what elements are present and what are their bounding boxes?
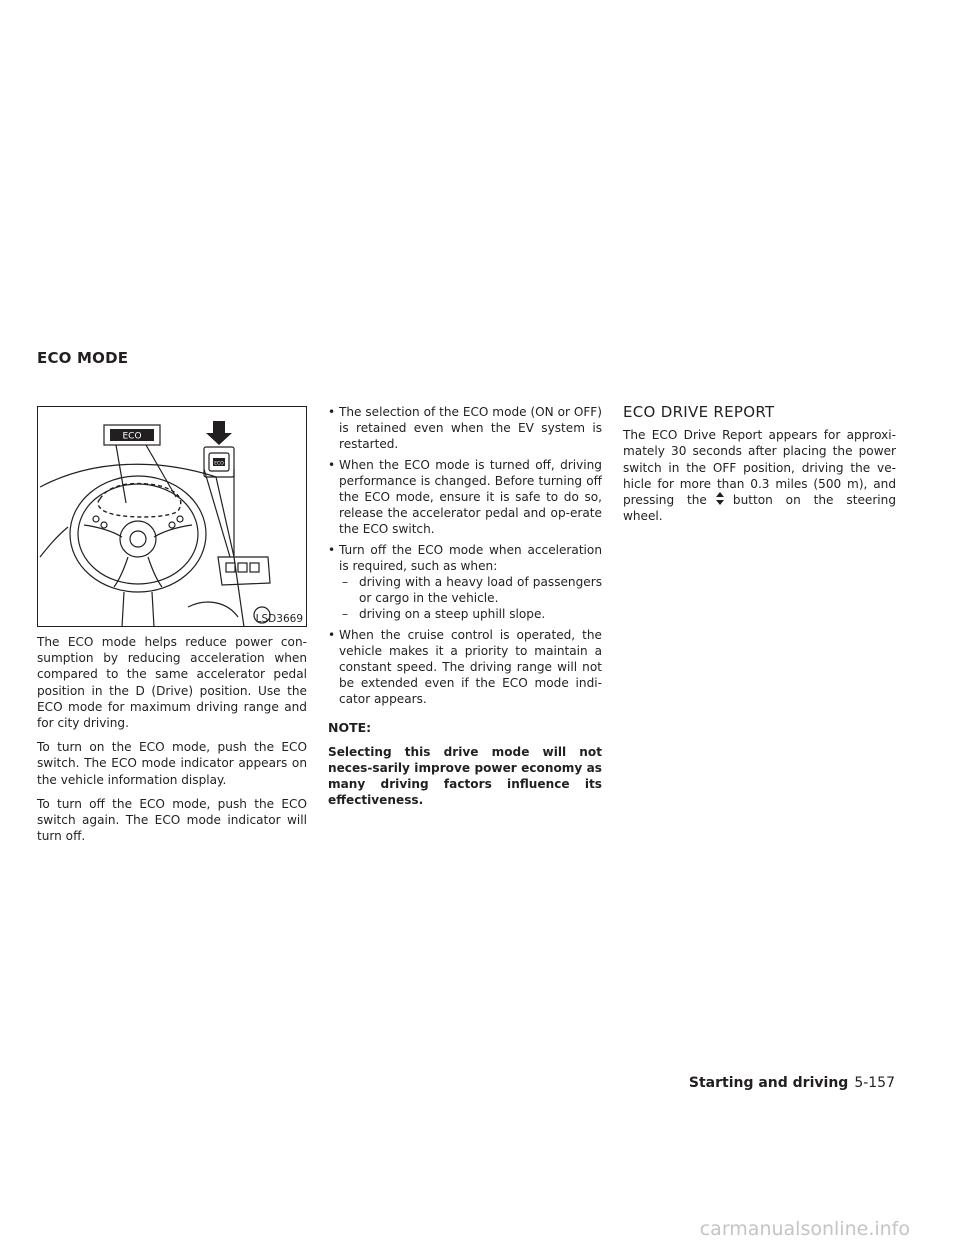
figure-code: LSD3669 [255, 613, 303, 625]
sub-list [339, 574, 602, 623]
chapter-title: Starting and driving [688, 1075, 849, 1091]
eco-callout-label: ECO [122, 431, 142, 442]
eco-mode-description: The ECO mode helps reduce power con-sumption by reducing acceleration when compared to the same accelerator pedal position in the D (Drive) position. Use the ECO mode for maximum driving range and for city driving. [37, 635, 307, 731]
page-footer [689, 1075, 895, 1091]
eco-turn-on-instructions: To turn on the ECO mode, push the ECO switch. The ECO mode indicator appears on the vehicle information display. [37, 740, 307, 787]
steering-wheel-diagram [38, 407, 308, 628]
list-item: • Turn off the ECO mode when acceleration is required, such as when: – driving with a heavy load of passengers or cargo in the vehicle. – driving on a steep uphill slope. [328, 542, 602, 623]
watermark-text[interactable]: carmanualsonline.info [699, 1218, 910, 1240]
column-middle [328, 404, 602, 809]
list-item: • The selection of the ECO mode (ON or OFF) is retained even when the EV system is restarted. [328, 404, 602, 453]
eco-drive-report-text: The ECO Drive Report appears for approxi-mately 30 seconds after placing the power switch in the OFF position, driving the ve-hicle for more than 0.3 miles (500 m), and pressing the button on the steering wheel. [623, 428, 896, 524]
column-right [623, 404, 896, 532]
note-body: Selecting this drive mode will not neces-sarily improve power economy as many driving factors influence its effectiveness. [328, 744, 602, 808]
page-number: 5-157 [854, 1075, 895, 1091]
eco-turn-off-instructions: To turn off the ECO mode, push the ECO switch again. The ECO mode indicator will turn off. [37, 796, 307, 844]
column-left [37, 634, 307, 852]
sub-list-item: – driving on a steep uphill slope. [339, 606, 602, 622]
down-arrow-icon [206, 421, 232, 445]
up-down-arrow-icon [707, 492, 733, 504]
eco-notes-list [328, 404, 602, 708]
list-item: • When the cruise control is operated, the vehicle makes it a priority to maintain a constant speed. The driving range will not be extended even if the ECO mode indi-cator appears. [328, 627, 602, 708]
eco-drive-report-heading: ECO DRIVE REPORT [623, 403, 775, 421]
list-item: • When the ECO mode is turned off, driving performance is changed. Before turning off the ECO mode, ensure it is safe to do so, release the accelerator pedal and op-erate the ECO switch. [328, 457, 602, 538]
section-title: ECO MODE [37, 349, 129, 367]
sub-list-item: – driving with a heavy load of passengers or cargo in the vehicle. [339, 574, 602, 606]
note-label: NOTE: [328, 719, 372, 735]
eco-mode-illustration [37, 406, 307, 627]
watermark-bar [0, 1216, 960, 1242]
eco-switch-label: ECO [214, 461, 224, 467]
